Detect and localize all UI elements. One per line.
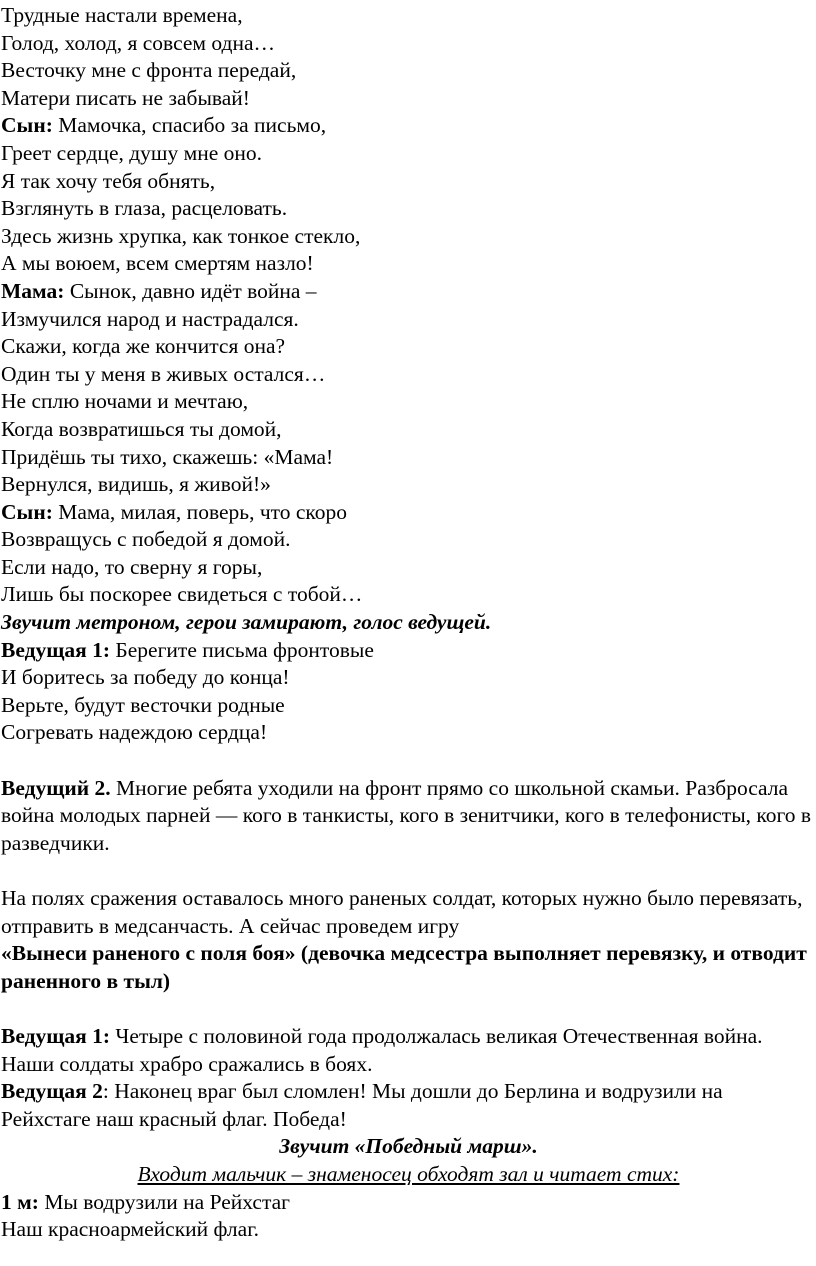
paragraph-text: На полях сражения оставалось много раненых солдат, которых нужно было перевязать, отправить в медсанчасть. А сейчас проведем игру <box>1 886 803 938</box>
verse-line: Скажи, когда же кончится она? <box>1 334 286 359</box>
verse-line: Я так хочу тебя обнять, <box>1 168 216 193</box>
verse-text: Мама, милая, поверь, что скоро <box>52 499 348 524</box>
game-paragraph <box>1 885 815 995</box>
paragraph-text: : Наконец враг был сломлен! Мы дошли до Берлина и водрузили на Рейхстаге наш красный флаг. Победа! <box>1 1079 723 1131</box>
verse-line: А мы воюем, всем смертям назло! <box>1 251 314 276</box>
speaker-label: 1 м: <box>1 1189 39 1214</box>
speaker-line <box>1 1189 816 1217</box>
verse-line: Лишь бы поскорее свидеться с тобой… <box>1 582 363 607</box>
verse-line: Наш красноармейский флаг. <box>1 1217 259 1242</box>
speaker-label: Сын: <box>1 499 53 524</box>
speaker-label: Ведущая 2 <box>1 1079 103 1104</box>
verse-line: Измучился народ и настрадался. <box>1 306 299 331</box>
verse-line: Согревать надеждою сердца! <box>1 720 268 745</box>
verse-text: Сынок, давно идёт война – <box>64 278 317 303</box>
paragraph-text: Четыре с половиной года продолжалась великая Отечественная война. Наши солдаты храбро сражались в боях. <box>1 1023 763 1076</box>
speaker-label: Сын: <box>1 113 53 138</box>
speaker-label: Мама: <box>1 278 65 303</box>
game-title: «Вынеси раненого с поля боя» (девочка медсестра выполняет перевязку, и отводит раненного в тыл) <box>1 941 807 993</box>
verse-line: Вернулся, видишь, я живой!» <box>1 472 271 497</box>
speaker-label: Ведущая 1: <box>1 637 111 662</box>
verse-line: Если надо, то сверну я горы, <box>1 554 263 579</box>
blank-line <box>1 995 816 1023</box>
speaker-line <box>1 278 816 306</box>
blank-line <box>1 747 816 775</box>
stage-direction: Звучит метроном, герои замирают, голос ведущей. <box>1 610 492 635</box>
speaker-line <box>1 637 816 665</box>
verse-line: Придёшь ты тихо, скажешь: «Мама! <box>1 444 334 469</box>
verse-line: Голод, холод, я совсем одна… <box>1 30 276 55</box>
verse-line: Один ты у меня в живых остался… <box>1 361 326 386</box>
verse-line: Возвращусь с победой я домой. <box>1 527 291 552</box>
verse-line: Не сплю ночами и мечтаю, <box>1 389 249 414</box>
blank-line <box>1 857 816 885</box>
verse-line: Греет сердце, душу мне оно. <box>1 140 263 165</box>
host1-paragraph <box>1 1023 815 1078</box>
speaker-label: Ведущая 1: <box>1 1023 111 1048</box>
verse-text: Берегите письма фронтовые <box>110 637 374 662</box>
stage-direction: Звучит «Победный марш». <box>279 1134 538 1159</box>
verse-text: Мы водрузили на Рейхстаг <box>38 1189 290 1214</box>
verse-text: Мамочка, спасибо за письмо, <box>52 113 327 138</box>
verse-line: Весточку мне с фронта передай, <box>1 58 297 83</box>
speaker-label: Ведущий 2. <box>1 775 111 800</box>
speaker-line <box>1 499 816 527</box>
verse-line: Здесь жизнь хрупка, как тонкое стекло, <box>1 223 361 248</box>
verse-line: Взглянуть в глаза, расцеловать. <box>1 196 288 221</box>
host2-paragraph <box>1 775 815 858</box>
paragraph-text: Многие ребята уходили на фронт прямо со школьной скамьи. Разбросала война молодых парней — кого в танкисты, кого в зенитчики, кого в телефонисты, кого в разведчики. <box>1 775 812 855</box>
host2-paragraph <box>1 1078 815 1133</box>
verse-line: Когда возвратишься ты домой, <box>1 416 282 441</box>
verse-line: Матери писать не забывай! <box>1 85 250 110</box>
verse-line: Верьте, будут весточки родные <box>1 692 285 717</box>
stage-direction: Входит мальчик – знаменосец обходят зал и читает стих: <box>137 1161 680 1186</box>
verse-line: И боритесь за победу до конца! <box>1 665 290 690</box>
speaker-line <box>1 112 816 140</box>
verse-line: Трудные настали времена, <box>1 3 243 27</box>
